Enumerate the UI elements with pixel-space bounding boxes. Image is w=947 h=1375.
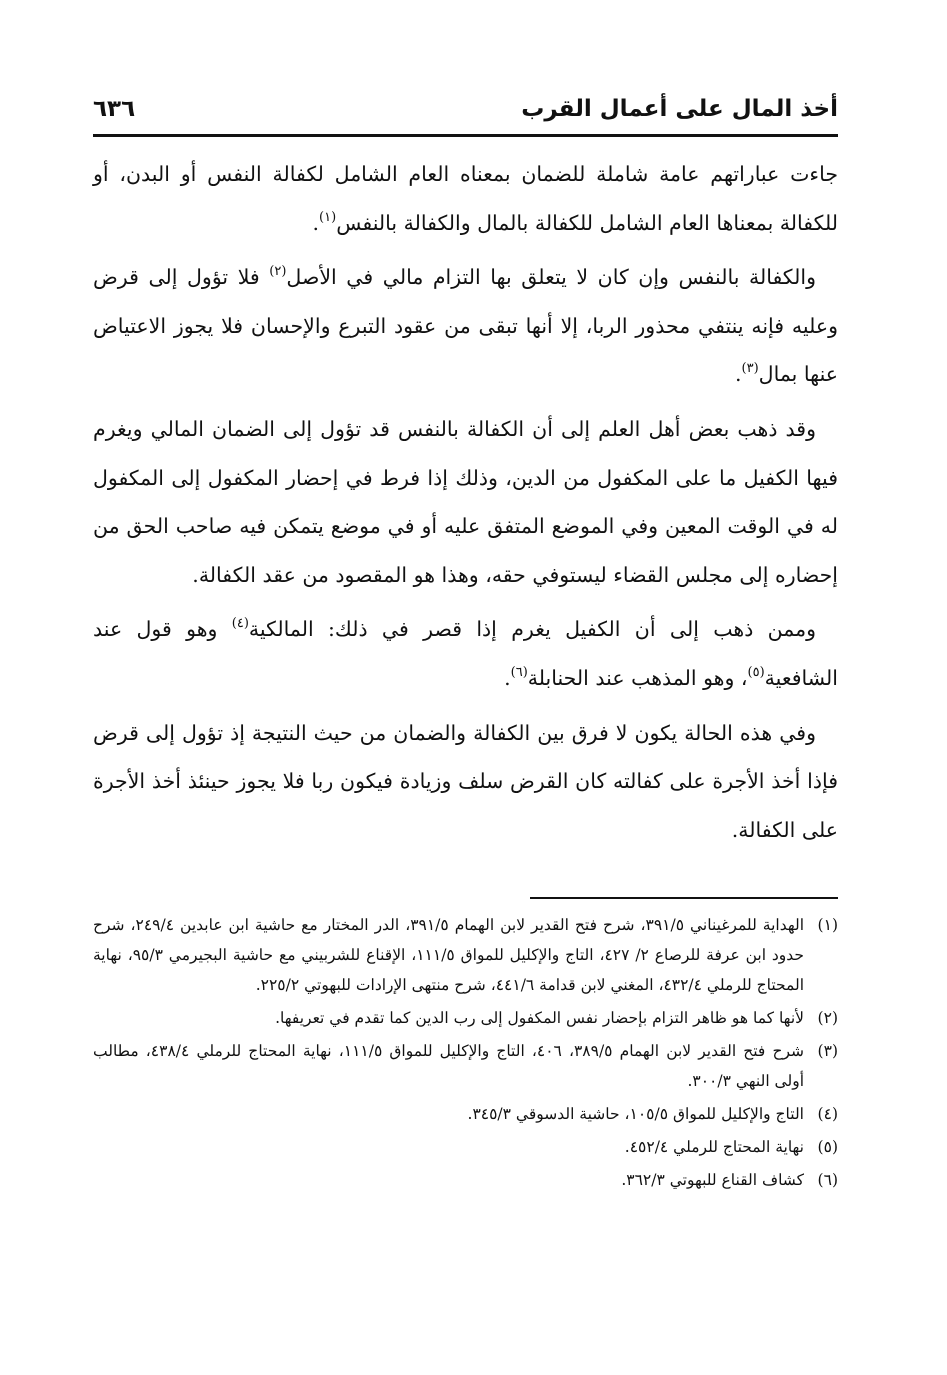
paragraph — [93, 253, 838, 399]
text-segment: ، وهو المذهب عند الحنابلة — [527, 665, 748, 690]
paragraph — [93, 605, 838, 702]
footnote-ref: (٢) — [269, 264, 287, 280]
paragraph — [93, 150, 838, 247]
footnote-number: (٤) — [817, 1105, 838, 1123]
footnote-text: كشاف القناع للبهوتي ٣٦٢/٣. — [621, 1171, 804, 1189]
text-segment: جاءت عباراتهم عامة شاملة للضمان بمعناه العام الشامل لكفالة النفس أو البدن، أو للكفالة بمعناها العام الشامل للكفالة بالمال والكفالة بالنفس — [93, 162, 838, 235]
running-title: أخذ المال على أعمال القرب — [521, 96, 838, 122]
footnote-text: التاج والإكليل للمواق ١٠٥/٥، حاشية الدسوقي ٣٤٥/٣. — [467, 1105, 804, 1123]
footnote-ref: (١) — [319, 209, 337, 225]
body-text — [93, 150, 838, 860]
footnote-text: شرح فتح القدير لابن الهمام ٣٨٩/٥، ٤٠٦، التاج والإكليل للمواق ١١١/٥، نهاية المحتاج للرملي ٤٣٨/٤، مطالب أولى النهي ٣٠٠/٣. — [93, 1042, 804, 1090]
footnote-number: (٥) — [817, 1138, 838, 1156]
footnote — [93, 1132, 838, 1162]
footnotes — [93, 910, 838, 1198]
text-segment: . — [504, 665, 511, 690]
footnote — [93, 1036, 838, 1096]
text-segment: وهو قول عند الشافعية — [93, 617, 838, 690]
paragraph — [93, 405, 838, 599]
page-number: ٦٣٦ — [93, 96, 136, 122]
footnote-text: الهداية للمرغيناني ٣٩١/٥، شرح فتح القدير لابن الهمام ٣٩١/٥، الدر المختار مع حاشية ابن عابدين ٢٤٩/٤، شرح حدود ابن عرفة للرصاع ٢/ ٤٢٧، التاج والإكليل للمواق ١١١/٥، الإقناع للشربيني مع حاشية البجيرمي ٩٥/٣، نهاية المحتاج للرملي ٤٣٢/٤، المغني لابن قدامة ٤٤١/٦، شرح منتهى الإرادات للبهوتي ٢٢٥/٢. — [93, 916, 805, 994]
footnote-text: نهاية المحتاج للرملي ٤٥٢/٤. — [624, 1138, 804, 1156]
footnote-divider — [530, 897, 838, 899]
footnote — [93, 1099, 838, 1129]
footnote-ref: (٤) — [231, 616, 249, 632]
footnote — [93, 1003, 838, 1033]
text-segment: والكفالة بالنفس وإن كان لا يتعلق بها التزام مالي في الأصل — [286, 265, 816, 290]
text-segment: وقد ذهب بعض أهل العلم إلى أن الكفالة بالنفس قد تؤول إلى الضمان المالي ويغرم فيها الكفيل ما على المكفول من الدين، وذلك إذا فرط في إحضار المكفول إلى المكفول له في الوقت المعين وفي الموضع المتفق عليه أو في موضع يتمكن فيه صاحب الحق من إحضاره إلى مجلس القضاء ليستوفي حقه، وهذا هو المقصود من عقد الكفالة. — [93, 416, 838, 587]
footnote-number: (٣) — [817, 1042, 838, 1060]
footnote — [93, 910, 838, 1000]
text-segment: وممن ذهب إلى أن الكفيل يغرم إذا قصر في ذلك: المالكية — [248, 617, 816, 642]
footnote — [93, 1165, 838, 1195]
text-segment: فلا تؤول إلى قرض وعليه فإنه ينتفي محذور الربا، إلا أنها تبقى من عقود التبرع والإحسان فلا يجوز الاعتياض عنها بمال — [93, 265, 838, 387]
footnote-ref: (٦) — [510, 664, 528, 680]
footnote-ref: (٣) — [741, 361, 759, 377]
paragraph — [93, 709, 838, 855]
footnote-number: (٦) — [817, 1171, 838, 1189]
footnote-number: (٢) — [817, 1009, 838, 1027]
footnote-text: لأنها كما هو ظاهر التزام بإحضار نفس المكفول إلى رب الدين كما تقدم في تعريفها. — [275, 1009, 804, 1027]
text-segment: وفي هذه الحالة يكون لا فرق بين الكفالة والضمان من حيث النتيجة إذ تؤول إلى قرض فإذا أخذ الأجرة على كفالته كان القرض سلف وزيادة فيكون ربا فلا يجوز حينئذ أخذ الأجرة على الكفالة. — [93, 720, 838, 842]
text-segment: . — [735, 362, 742, 387]
page-header — [93, 90, 838, 137]
text-segment: . — [312, 210, 320, 235]
footnote-number: (١) — [817, 916, 838, 934]
footnote-ref: (٥) — [747, 664, 765, 680]
